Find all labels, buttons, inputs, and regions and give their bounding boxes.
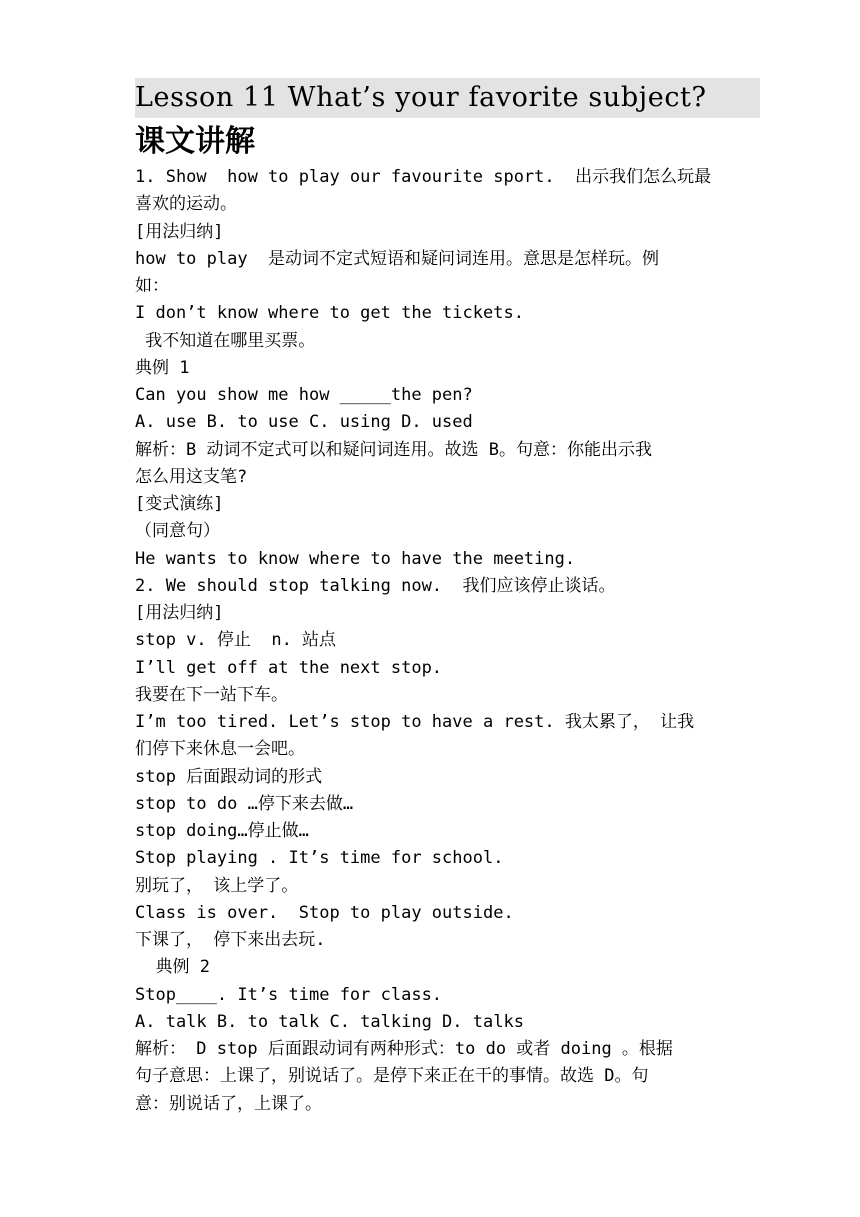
text-line: A. use B. to use C. using D. used — [135, 412, 473, 433]
text-line: I’ll get off at the next stop. — [135, 657, 443, 678]
text-line: 意：别说话了，上课了。 — [135, 1093, 322, 1114]
text-line: I’m too tired. Let’s stop to have a rest. 我太累了， 让我 — [135, 712, 695, 732]
text-line: how to play 是动词不定式短语和疑问词连用。意思是怎样玩。例 — [135, 248, 660, 269]
text-line: 怎么用这支笔? — [135, 466, 248, 487]
text-line: Stop playing . It’s time for school. — [135, 848, 504, 869]
text-line: stop to do …停下来去做… — [135, 793, 354, 814]
text-line: 下课了， 停下来出去玩. — [135, 930, 326, 950]
text-line: stop doing…停止做… — [135, 821, 309, 841]
text-line: 别玩了， 该上学了。 — [135, 875, 299, 896]
text-line: [用法归纳] — [135, 603, 224, 623]
text-line: 喜欢的运动。 — [135, 194, 237, 215]
text-line: Stop____. It’s time for class. — [135, 984, 443, 1005]
lesson-title: Lesson 11 What’s your favorite subject? — [135, 78, 760, 118]
text-line: stop v. 停止 n. 站点 — [135, 630, 337, 651]
text-line: 们停下来休息一会吧。 — [135, 739, 305, 760]
text-line: 我不知道在哪里买票。 — [135, 330, 316, 351]
text-line: 句子意思：上课了，别说话了。是停下来正在干的事情。故选 D。句 — [135, 1066, 649, 1087]
text-line: [变式演练] — [135, 494, 224, 514]
text-line: 典例 1 — [135, 357, 190, 378]
text-line: （同意句） — [135, 521, 220, 542]
text-line: stop 后面跟动词的形式 — [135, 766, 323, 787]
text-line: [用法归纳] — [135, 221, 224, 242]
text-line: A. talk B. to talk C. talking D. talks — [135, 1011, 524, 1032]
text-line: 解析：B 动词不定式可以和疑问词连用。故选 B。句意：你能出示我 — [135, 439, 652, 460]
text-line: 我要在下一站下车。 — [135, 684, 288, 705]
section-heading: 课文讲解 — [135, 124, 255, 159]
text-line: He wants to know where to have the meeting. — [135, 548, 576, 569]
text-line: 1. Show how to play our favourite sport. 出示我们怎么玩最 — [135, 167, 712, 187]
text-line: 典例 2 — [135, 957, 210, 978]
text-line: 2. We should stop talking now. 我们应该停止谈话。 — [135, 575, 616, 596]
lesson-body — [135, 164, 760, 1118]
text-line: Can you show me how _____the pen? — [135, 385, 473, 405]
document-page — [135, 78, 760, 1118]
text-line: 如： — [135, 276, 169, 296]
text-line: I don’t know where to get the tickets. — [135, 303, 524, 324]
text-line: Class is over. Stop to play outside. — [135, 902, 514, 923]
text-line: 解析： D stop 后面跟动词有两种形式：to do 或者 doing 。根据 — [135, 1039, 673, 1059]
